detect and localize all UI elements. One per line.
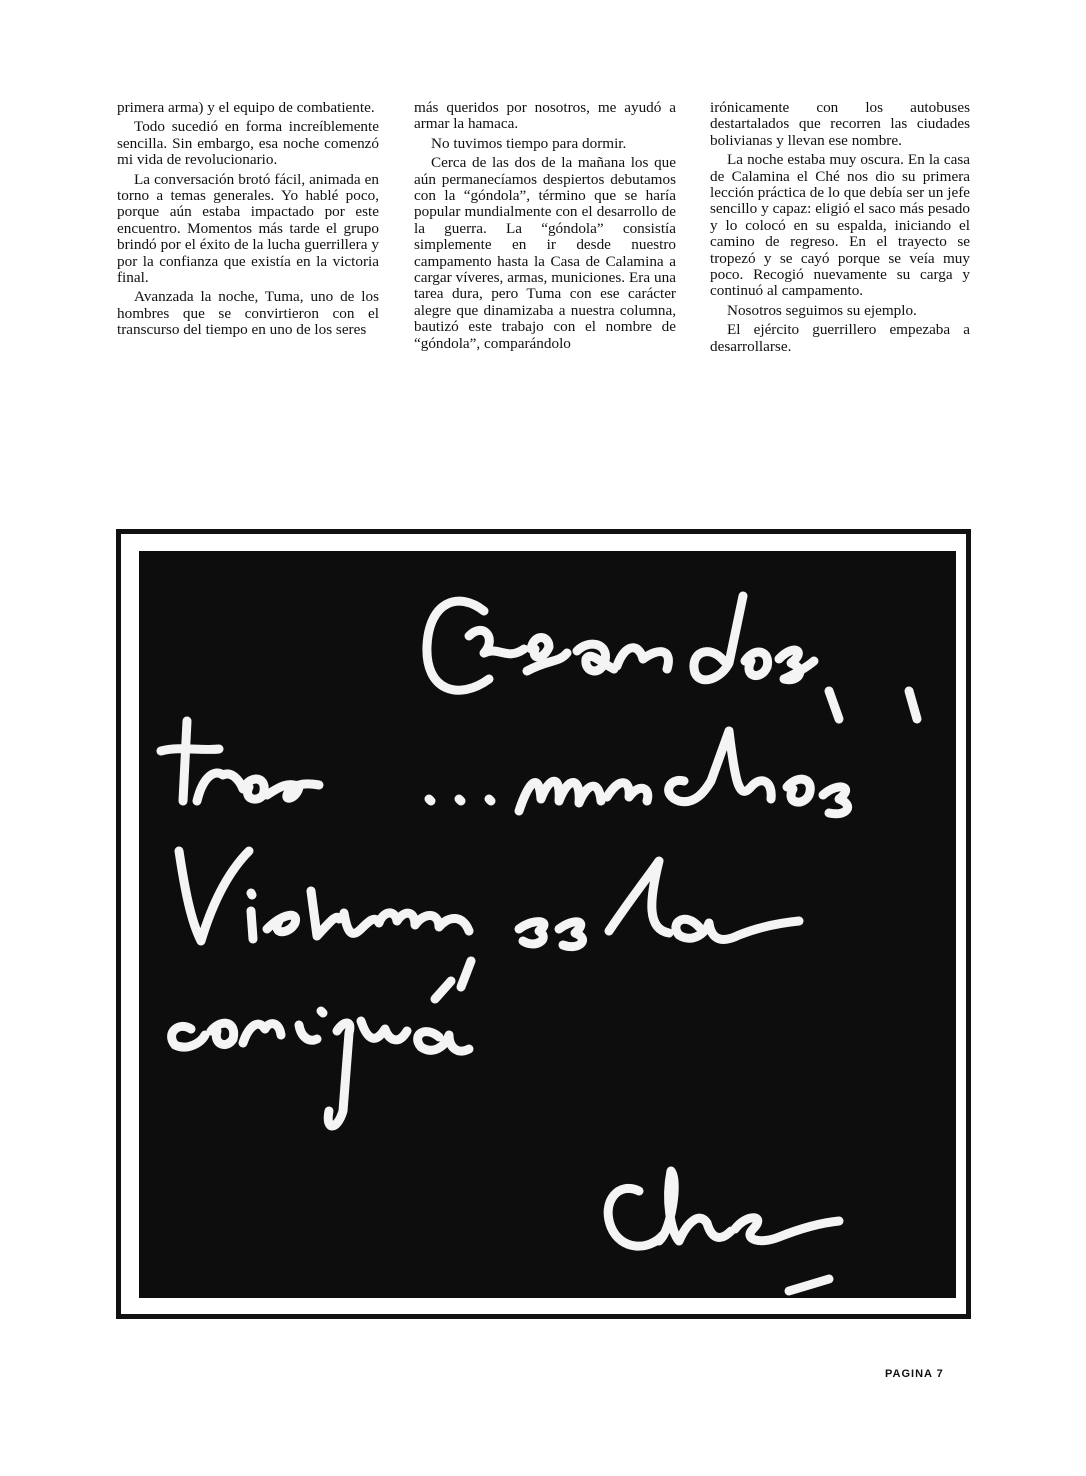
handwriting-stroke (435, 981, 451, 999)
page-number: PAGINA 7 (885, 1368, 944, 1380)
paragraph: irónicamente con los autobuses destartalados que recorren las ciudades bolivianas y llevan ese nombre. (710, 99, 970, 149)
paragraph: Todo sucedió en forma increíblemente sencilla. Sin embargo, esa noche comenzó mi vida de revolucionario. (117, 118, 379, 169)
paragraph: Avanzada la noche, Tuma, uno de los hombres que se convirtieron con el transcurso del tiempo en uno de los seres (117, 288, 379, 339)
handwriting-stroke (735, 1218, 839, 1241)
article-column-1 (117, 100, 379, 342)
handwriting-stroke (267, 915, 296, 931)
handwriting-stroke (669, 731, 772, 802)
handwriting-stroke (211, 1023, 234, 1044)
handwriting-stroke (251, 893, 253, 939)
handwriting-stroke (243, 1024, 281, 1043)
handwriting-stroke (527, 638, 567, 672)
handwriting-stroke (311, 891, 339, 936)
handwriting-stroke (361, 1021, 407, 1040)
handwriting-stroke (617, 648, 668, 669)
handwritten-poster (139, 551, 956, 1298)
handwriting-image (139, 551, 956, 1298)
paragraph: El ejército guerrillero empezaba a desarrollarse. (710, 321, 970, 355)
handwriting-stroke (659, 1171, 731, 1241)
handwriting-stroke (787, 779, 810, 802)
handwriting-stroke (519, 781, 601, 811)
handwriting-stroke (745, 652, 768, 676)
handwriting-stroke (267, 784, 319, 798)
handwriting-stroke (179, 851, 249, 941)
handwriting-stroke (608, 1188, 663, 1246)
handwriting-stroke (779, 650, 814, 680)
handwriting-stroke (197, 773, 264, 801)
article-column-2 (414, 100, 676, 355)
handwriting-stroke (344, 913, 469, 933)
handwriting-stroke (694, 596, 743, 680)
paragraph: primera arma) y el equipo de combatiente. (117, 99, 375, 116)
article-column-3 (710, 100, 970, 358)
handwriting-stroke (559, 922, 583, 947)
paragraph: Cerca de las dos de la mañana los que aún permanecíamos despiertos debutamos con la “góndola”, término que se haría popular mundialmente con el desarrollo de la guerra. La “góndola” consistía simplemente en ir desde nuestro campamento hasta la Casa de Calamina a cargar víveres, armas, municiones. Era una tarea dura, pero Tuma con ese carácter alegre que dinamizaba a nuestra columna, bautizó este trabajo con el nombre de “góndola”, comparándolo (414, 154, 676, 352)
handwriting-stroke (427, 601, 489, 690)
paragraph: No tuvimos tiempo para dormir. (431, 134, 627, 152)
paragraph: Nosotros seguimos su ejemplo. (727, 301, 917, 319)
paragraph: La conversación brotó fácil, animada en torno a temas generales. Yo hablé poco, porque aún estaba impactado por este encuentro. Momentos más tarde el grupo brindó por el éxito de la lucha guerrillera y por la confianza que existía en la victoria final. (117, 170, 379, 287)
handwriting-stroke (299, 1011, 323, 1040)
handwriting-stroke (789, 1279, 829, 1291)
handwriting-stroke (161, 721, 219, 801)
handwriting-stroke (429, 799, 491, 801)
handwriting-stroke (328, 1023, 350, 1126)
handwriting-stroke (461, 961, 471, 987)
handwriting-stroke (469, 630, 524, 653)
paragraph: más queridos por nosotros, me ayudó a armar la hamaca. (414, 99, 676, 133)
handwriting-stroke (519, 922, 544, 944)
handwriting-stroke (823, 787, 848, 814)
paragraph: La noche estaba muy oscura. En la casa de Calamina el Ché nos dio su primera lección práctica de lo que debía ser un jefe sencillo y capaz: eligió el saco más pesado y lo colocó en su espalda, iniciando el camino de regreso. En el trayecto se tropezó y se cayó porque se veía muy poco. Recogió nuevamente su carga y continuó al campamento. (710, 151, 970, 300)
handwriting-stroke (172, 1026, 205, 1047)
handwriting-stroke (607, 783, 648, 801)
handwriting-stroke (909, 691, 917, 719)
handwriting-stroke (577, 644, 614, 671)
handwriting-stroke (829, 691, 839, 719)
handwriting-stroke (418, 1032, 469, 1051)
handwriting-stroke (676, 919, 799, 939)
handwriting-stroke (609, 861, 669, 933)
